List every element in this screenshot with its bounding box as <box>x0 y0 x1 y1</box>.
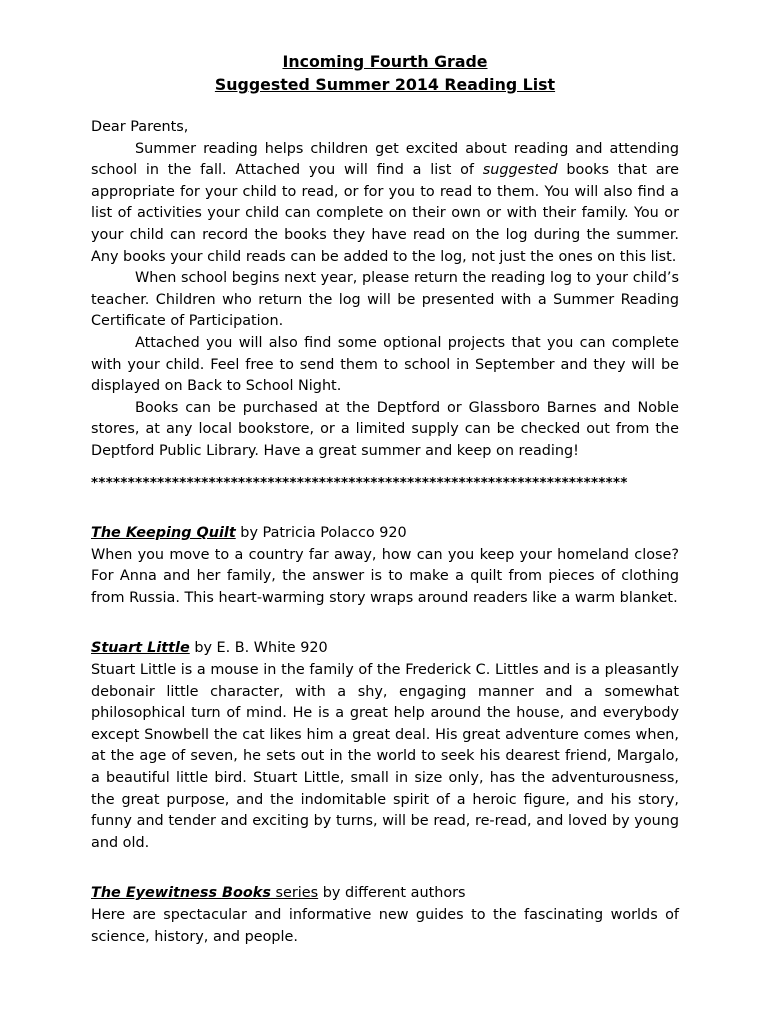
book-heading <box>91 523 679 545</box>
book-byline: by Patricia Polacco 920 <box>235 525 407 542</box>
book-description: Stuart Little is a mouse in the family of the Frederick C. Littles and is a pleasantly debonair little character, with a shy, engaging manner and a somewhat philosophical turn of mind. He is a great help around the house, and everybody except Snowbell the cat likes him a great deal. His great adventure comes when, at the age of seven, he sets out in the world to seek his dearest friend, Margalo, a beautiful little bird. Stuart Little, small in size only, has the adventurousness, the great purpose, and the indomitable spirit of a heroic figure, and his story, funny and tender and exciting by turns, will be read, re-read, and loved by young and old. <box>91 662 679 851</box>
letter-paragraph-purchase: Books can be purchased at the Deptford or Glassboro Barnes and Noble stores, at any local bookstore, or a limited supply can be checked out from the Deptford Public Library. Have a great summer and keep on reading! <box>91 399 679 459</box>
asterisk-separator: ************************************************************************* <box>91 475 628 491</box>
parent-letter <box>91 117 679 463</box>
document-page <box>91 50 679 948</box>
letter-p1-text-a: Summer reading helps children get excited about reading and attending school in the fall. Attached you will find a list of <box>91 140 679 179</box>
book-series-word: series <box>270 885 319 902</box>
book-entry-eyewitness-books <box>91 883 679 948</box>
letter-p1-text-b: books that are appropriate for your child to read, or for you to read to them. You will also find a list of activities your child can complete on their own or with their family. You or your child can record the books they have read on the log during the summer. Any books your child reads can be added to the log, not just the ones on this list. <box>91 162 679 265</box>
book-heading <box>91 638 679 660</box>
book-title: Stuart Little <box>91 640 190 657</box>
document-title-grade: Incoming Fourth Grade <box>282 52 488 71</box>
letter-paragraph-projects: Attached you will also find some optional projects that you can complete with your child. Feel free to send them to school in September and they will be displayed on Back to School Night. <box>91 334 679 395</box>
book-title: The Keeping Quilt <box>91 525 236 542</box>
book-description: Here are spectacular and informative new guides to the fascinating worlds of science, history, and people. <box>91 907 679 945</box>
book-byline: by E. B. White 920 <box>189 640 328 657</box>
book-entry-keeping-quilt <box>91 523 679 609</box>
letter-paragraph-log: When school begins next year, please return the reading log to your child’s teacher. Children who return the log will be presented with a Summer Reading Certificate of Participation. <box>91 270 679 330</box>
letter-salutation: Dear Parents, <box>91 119 189 135</box>
letter-p1-emphasis: suggested <box>482 162 558 179</box>
book-byline: by different authors <box>318 885 466 902</box>
book-heading <box>91 883 679 905</box>
book-description: When you move to a country far away, how can you keep your homeland close? For Anna and her family, the answer is to make a quilt from pieces of clothing from Russia. This heart-warming story wraps around readers like a warm blanket. <box>91 546 679 606</box>
letter-paragraph-intro <box>91 139 679 269</box>
book-title: The Eyewitness Books <box>91 885 271 902</box>
document-title-list: Suggested Summer 2014 Reading List <box>214 75 556 94</box>
book-entry-stuart-little <box>91 638 679 854</box>
